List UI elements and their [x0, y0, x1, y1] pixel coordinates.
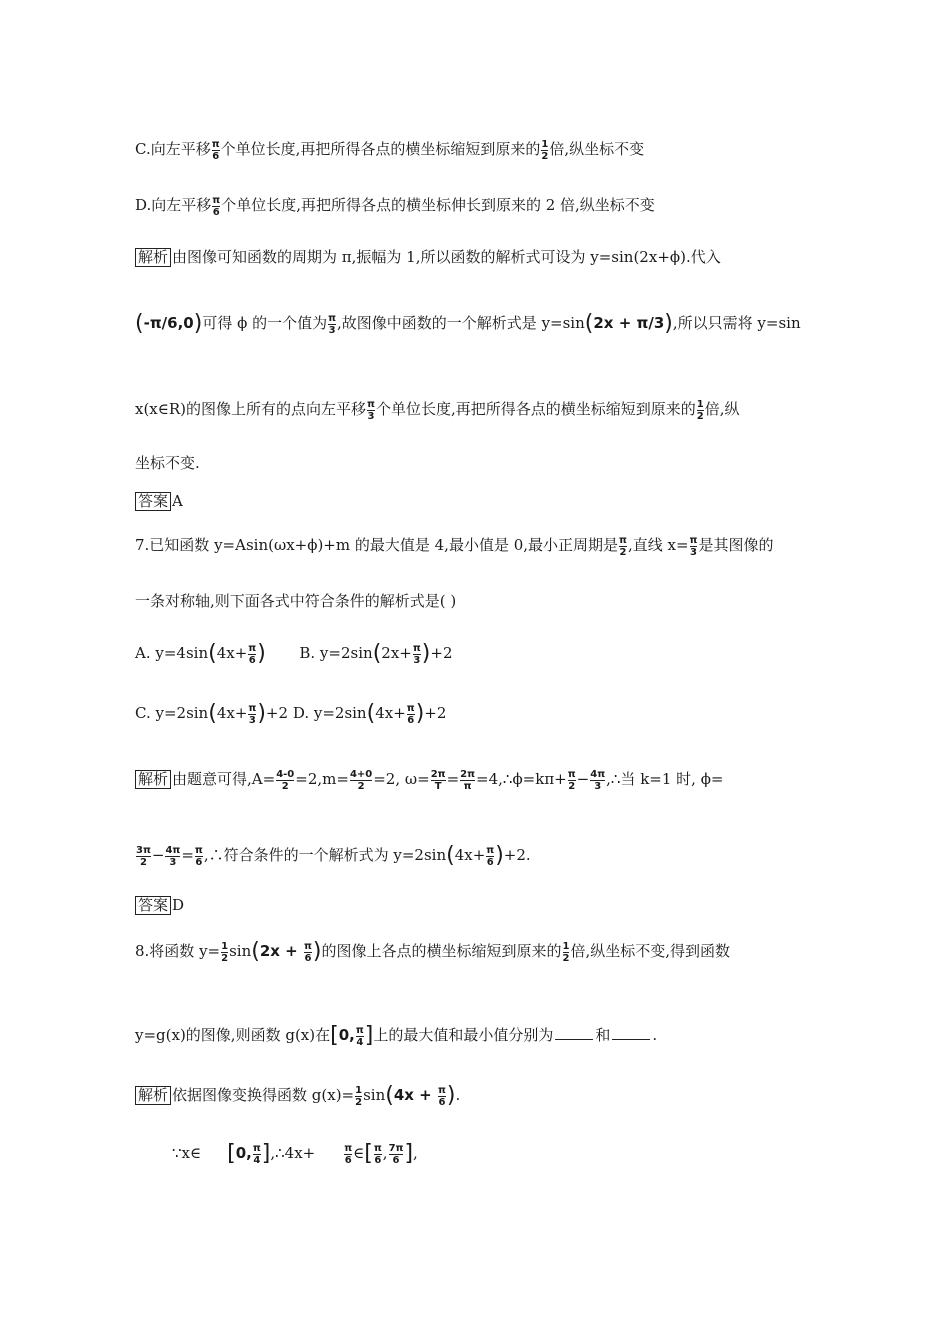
fraction: $\frac{1}{2}$ — [541, 138, 549, 162]
analysis-line: 解析 由题意可得,A= $\frac{4-0}{2}$ =2,m= $\frac{4+0}{2}$ =2, ω= $\frac{2\pi}{T}$ = $\frac{2\pi}{\pi}$ =4,∴ϕ=kπ+ $\frac{\pi}{2}$ − $\frac{4\pi}{3}$ ,∴当 k=1 时, ϕ= — [135, 768, 890, 792]
fraction: $\frac{2\pi}{\pi}$ — [460, 768, 476, 792]
fraction: $\frac{\pi}{3}$ — [328, 312, 337, 336]
fraction: $\frac{\pi}{6}$ — [248, 642, 257, 666]
fraction: $\frac{\pi}{6}$ — [373, 1142, 382, 1166]
answer-blank[interactable] — [612, 1027, 650, 1040]
fraction: $\frac{\pi}{4}$ — [252, 1142, 261, 1166]
question-8-line2: y=g(x)的图像,则函数 g(x)在[0, $\frac{\pi}{4}$ ]上的最大值和最小值分别为 和 . — [135, 1023, 658, 1048]
fraction: $\frac{3\pi}{2}$ — [136, 844, 151, 868]
fraction: $\frac{1}{2}$ — [562, 940, 570, 964]
question-7-line2: 一条对称轴,则下面各式中符合条件的解析式是( ) — [135, 592, 457, 610]
fraction: $\frac{\pi}{6}$ — [437, 1084, 446, 1108]
analysis-line: x(x∈R)的图像上所有的点向左平移 $\frac{\pi}{3}$ 个单位长度,再把所得各点的横坐标缩短到原来的 $\frac{1}{2}$ 倍,纵 — [135, 398, 740, 422]
fraction: $\frac{2\pi}{T}$ — [430, 768, 446, 792]
fraction: $\frac{\pi}{6}$ — [486, 844, 495, 868]
options-cd: C. y=2sin(4x+ $\frac{\pi}{3}$ )+2 D. y=2sin(4x+ $\frac{\pi}{6}$ )+2 — [135, 701, 447, 726]
analysis-line: $\frac{3\pi}{2}$ − $\frac{4\pi}{3}$ = $\frac{\pi}{6}$ ,∴符合条件的一个解析式为 y=2sin(4x+ $\frac{\pi}{6}$ )+2. — [136, 843, 531, 868]
fraction: $\frac{1}{2}$ — [696, 398, 704, 422]
fraction: $\frac{\pi}{3}$ — [689, 534, 698, 558]
analysis-line: 解析 由图像可知函数的周期为 π,振幅为 1,所以函数的解析式可设为 y=sin(2x+ϕ).代入 — [135, 246, 890, 268]
options-ab: A. y=4sin(4x+ $\frac{\pi}{6}$ ) B. y=2sin(2x+ $\frac{\pi}{3}$ )+2 — [135, 641, 453, 666]
fraction: $\frac{\pi}{6}$ — [344, 1142, 353, 1166]
fraction: $\frac{\pi}{2}$ — [619, 534, 627, 558]
answer-tag: 答案 — [135, 492, 171, 511]
analysis-line: 解析 依据图像变换得函数 g(x)= $\frac{1}{2}$ sin(4x + $\frac{\pi}{6}$ ). — [135, 1084, 890, 1108]
fraction: $\frac{4-0}{2}$ — [276, 768, 295, 792]
fraction: $\frac{4\pi}{3}$ — [165, 844, 181, 868]
answer-line: 答案 D — [135, 894, 890, 916]
question-7: 7.已知函数 y=Asin(ωx+ϕ)+m 的最大值是 4,最小值是 0,最小正周期是 $\frac{\pi}{2}$ ,直线 x= $\frac{\pi}{3}$ 是其图像的 — [135, 534, 774, 558]
analysis-tag: 解析 — [135, 1086, 171, 1105]
fraction: $\frac{1}{2}$ — [355, 1084, 363, 1108]
analysis-line: 坐标不变. — [135, 454, 200, 472]
analysis-tag: 解析 — [135, 770, 171, 789]
fraction: $\frac{\pi}{2}$ — [567, 768, 576, 792]
fraction: $\frac{\pi}{3}$ — [367, 398, 375, 422]
fraction: $\frac{\pi}{6}$ — [406, 702, 415, 726]
fraction: $\frac{\pi}{6}$ — [212, 194, 221, 218]
fraction: $\frac{\pi}{6}$ — [303, 940, 312, 964]
fraction: $\frac{\pi}{4}$ — [355, 1024, 364, 1048]
answer-blank[interactable] — [555, 1027, 593, 1040]
analysis-line: ∵x∈ [0, $\frac{\pi}{4}$ ],∴4x+ $\frac{\pi}{6}$ ∈[ $\frac{\pi}{6}$ , $\frac{7\pi}{6}$ ], — [172, 1141, 418, 1166]
analysis-line: (-π/6,0)可得 ϕ 的一个值为 $\frac{\pi}{3}$ ,故图像中函数的一个解析式是 y=sin(2x + π/3),所以只需将 y=sin — [135, 311, 801, 336]
option-c: C.向左平移 $\frac{\pi}{6}$ 个单位长度,再把所得各点的横坐标缩短到原来的 $\frac{1}{2}$ 倍,纵坐标不变 — [135, 138, 645, 162]
fraction: $\frac{4+0}{2}$ — [349, 768, 373, 792]
fraction: $\frac{\pi}{6}$ — [194, 844, 203, 868]
answer-tag: 答案 — [135, 896, 171, 915]
fraction: $\frac{\pi}{3}$ — [248, 702, 257, 726]
fraction: $\frac{1}{2}$ — [221, 940, 229, 964]
option-d: D.向左平移 $\frac{\pi}{6}$ 个单位长度,再把所得各点的横坐标伸长到原来的 2 倍,纵坐标不变 — [135, 194, 655, 218]
fraction: $\frac{4\pi}{3}$ — [590, 768, 606, 792]
answer-line: 答案 A — [135, 490, 890, 512]
fraction: $\frac{7\pi}{6}$ — [388, 1142, 404, 1166]
question-8: 8.将函数 y= $\frac{1}{2}$ sin(2x + $\frac{\pi}{6}$ )的图像上各点的横坐标缩短到原来的 $\frac{1}{2}$ 倍,纵坐标不变,得到函数 — [135, 939, 731, 964]
fraction: $\frac{\pi}{6}$ — [211, 138, 220, 162]
analysis-tag: 解析 — [135, 248, 171, 267]
fraction: $\frac{\pi}{3}$ — [412, 642, 421, 666]
